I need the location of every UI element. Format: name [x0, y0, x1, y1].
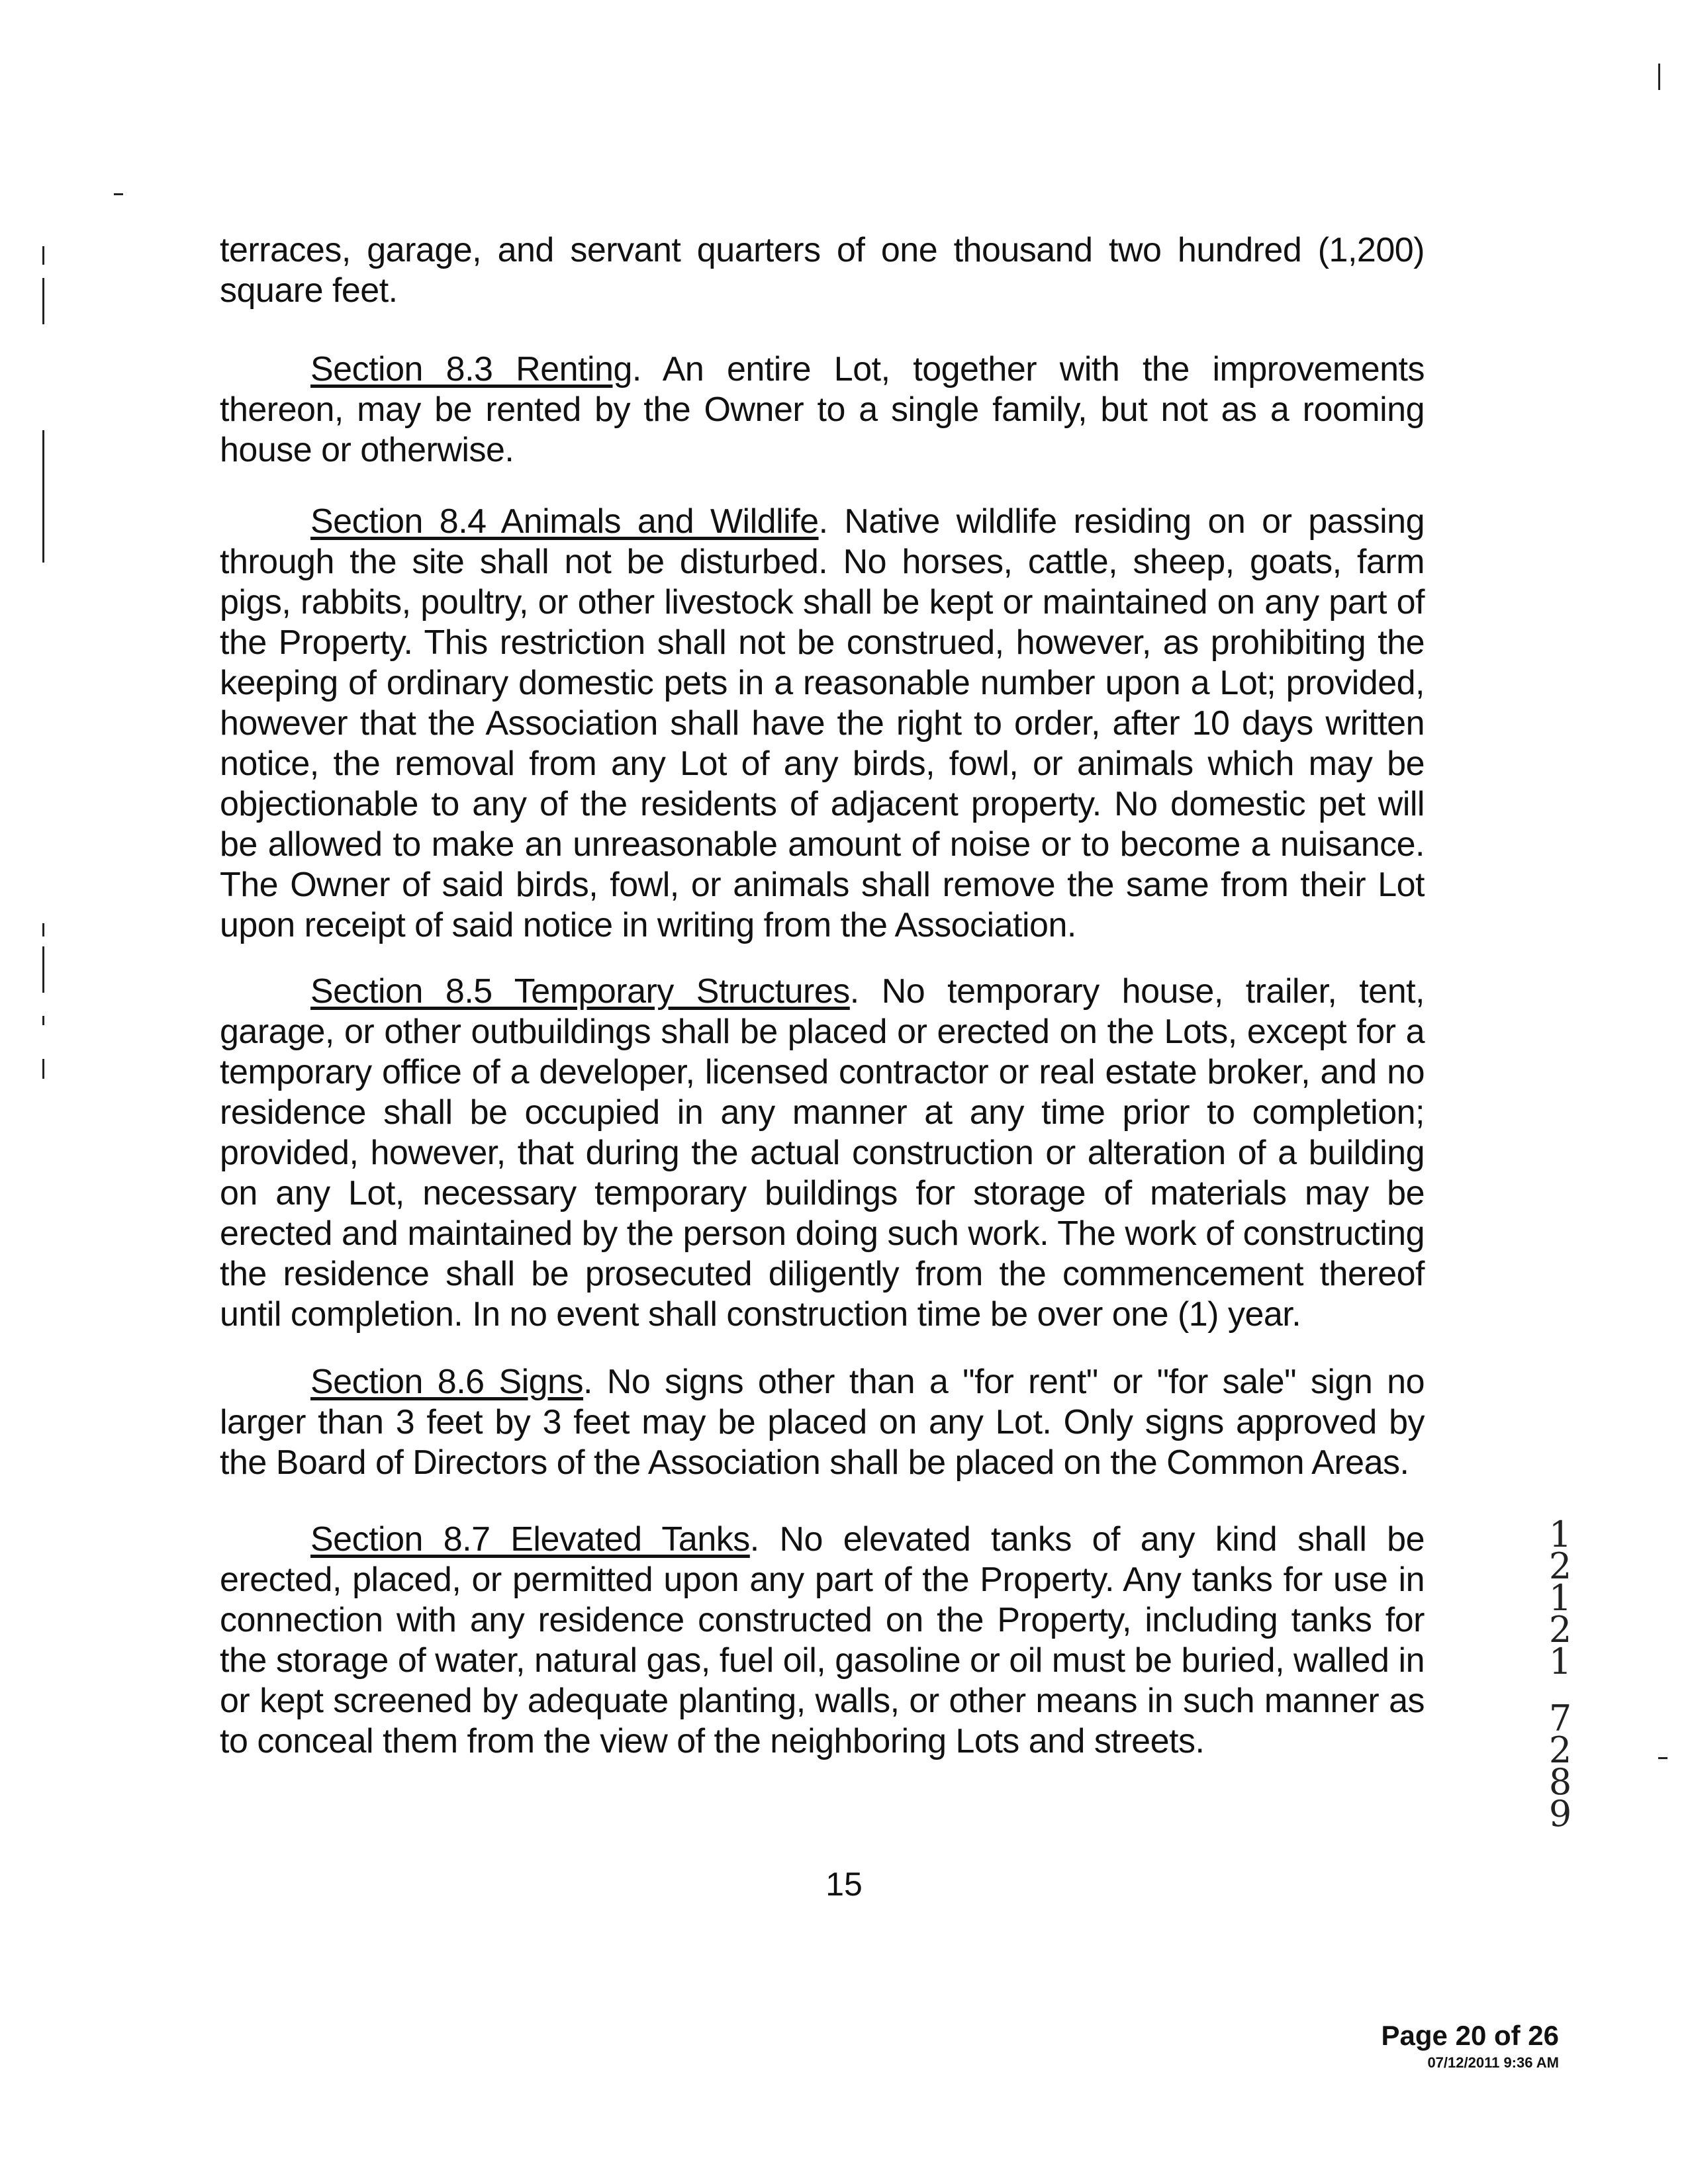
side-digit: 1 — [1548, 1514, 1572, 1555]
side-digit: 7 — [1548, 1698, 1572, 1739]
side-digit: 8 — [1548, 1761, 1572, 1803]
section-8-5-text: No temporary house, trailer, tent, garage, or other outbuildings shall be placed or erected on the Lots, except for a temporary office of a developer, licensed contractor or real estate broker, and no residence shall be occupied in any manner at any time prior to completion; provided, however, that during the actual construction or alteration of a building on any Lot, necessary temporary buildings for storage of materials may be erected and maintained by the person doing such work. The work of constructing the residence shall be prosecuted diligently from the commencement thereof until completion. In no event shall construction time be over one (1) year. — [220, 972, 1425, 1334]
margin-mark — [42, 1016, 44, 1025]
section-8-5-heading: Section 8.5 Temporary Structures — [310, 972, 850, 1011]
side-digit: 2 — [1548, 1545, 1572, 1587]
section-8-7: Section 8.7 Elevated Tanks. No elevated tanks of any kind shall be erected, placed, or permitted upon any part of the Property. Any tanks for use in connection with any residence constructed on the Property, including tanks for the storage of water, natural gas, fuel oil, gasoline or oil must be buried, walled in or kept screened by adequate planting, walls, or other means in such manner as to conceal them from the view of the neighboring Lots and streets. — [220, 1520, 1425, 1760]
section-8-5: Section 8.5 Temporary Structures. No temporary house, trailer, tent, garage, or other outbuildings shall be placed or erected on the Lots, except for a temporary office of a developer, licensed contractor or real estate broker, and no residence shall be occupied in any manner at any time prior to completion; provided, however, that during the actual construction or alteration of a building on any Lot, necessary temporary buildings for storage of materials may be erected and maintained by the person doing such work. The work of constructing the residence shall be prosecuted diligently from the commencement thereof until completion. In no event shall construction time be over one (1) year. — [220, 972, 1425, 1334]
section-8-4: Section 8.4 Animals and Wildlife. Native wildlife residing on or passing through the site shall not be disturbed. No horses, cattle, sheep, goats, farm pigs, rabbits, poultry, or other livestock shall be kept or maintained on any part of the Property. This restriction shall not be construed, however, as prohibiting the keeping of ordinary domestic pets in a reasonable number upon a Lot; provided, however that the Association shall have the right to order, after 10 days written notice, the removal from any Lot of any birds, fowl, or animals which may be objectionable to any of the residents of adjacent property. No domestic pet will be allowed to make an unreasonable amount of noise or to become a nuisance. The Owner of said birds, fowl, or animals shall remove the same from their Lot upon receipt of said notice in writing from the Association. — [220, 502, 1425, 944]
side-digit: 1 — [1548, 1641, 1572, 1682]
margin-mark — [42, 946, 44, 993]
margin-mark — [42, 430, 44, 563]
margin-mark — [42, 1059, 44, 1079]
section-8-3-text: An entire Lot, together with the improvements thereon, may be rented by the Owner to a single family, but not as a rooming house or otherwise. — [220, 350, 1425, 469]
section-8-6-text: No signs other than a "for rent" or "for sale" sign no larger than 3 feet by 3 feet may be placed on any Lot. Only signs approved by the Board of Directors of the Association shall be placed on the Common Areas. — [220, 1363, 1425, 1482]
margin-mark — [42, 923, 44, 936]
side-record-number — [1537, 1514, 1583, 1835]
margin-mark — [1658, 1757, 1667, 1759]
margin-mark — [1658, 64, 1660, 90]
footer-timestamp: 07/12/2011 9:36 AM — [1427, 2054, 1559, 2071]
side-digit: 2 — [1548, 1729, 1572, 1771]
footer-page-count: Page 20 of 26 — [1381, 2020, 1559, 2051]
section-8-7-heading: Section 8.7 Elevated Tanks — [310, 1520, 750, 1559]
section-8-6-heading: Section 8.6 Signs — [310, 1363, 584, 1401]
section-8-7-text: No elevated tanks of any kind shall be erected, placed, or permitted upon any part of the Property. Any tanks for use in connection with any residence constructed on the Property, including tanks for the storage of water, natural gas, fuel oil, gasoline or oil must be buried, walled in or kept screened by adequate planting, walls, or other means in such manner as to conceal them from the view of the neighboring Lots and streets. — [220, 1520, 1425, 1760]
section-8-4-text: Native wildlife residing on or passing through the site shall not be disturbed. No horses, cattle, sheep, goats, farm pigs, rabbits, poultry, or other livestock shall be kept or maintained on any part of the Property. This restriction shall not be construed, however, as prohibiting the keeping of ordinary domestic pets in a reasonable number upon a Lot; provided, however that the Association shall have the right to order, after 10 days written notice, the removal from any Lot of any birds, fowl, or animals which may be objectionable to any of the residents of adjacent property. No domestic pet will be allowed to make an unreasonable amount of noise or to become a nuisance. The Owner of said birds, fowl, or animals shall remove the same from their Lot upon receipt of said notice in writing from the Association. — [220, 502, 1425, 944]
page-number: 15 — [825, 1866, 863, 1903]
section-8-3: Section 8.3 Renting. An entire Lot, together with the improvements thereon, may be rented by the Owner to a single family, but not as a rooming house or otherwise. — [220, 350, 1425, 469]
section-8-6: Section 8.6 Signs. No signs other than a "for rent" or "for sale" sign no larger than 3 feet by 3 feet may be placed on any Lot. Only signs approved by the Board of Directors of the Association shall be placed on the Common Areas. — [220, 1363, 1425, 1482]
margin-mark — [42, 246, 44, 265]
section-8-3-heading: Section 8.3 Renting — [310, 350, 632, 388]
section-8-4-heading: Section 8.4 Animals and Wildlife — [310, 502, 819, 541]
margin-mark — [114, 193, 123, 195]
continuation-paragraph: terraces, garage, and servant quarters of one thousand two hundred (1,200) square feet. — [220, 231, 1425, 310]
side-digit: 2 — [1548, 1609, 1572, 1651]
side-digit: 9 — [1548, 1793, 1572, 1835]
side-digit: 1 — [1548, 1577, 1572, 1619]
margin-mark — [42, 278, 44, 324]
